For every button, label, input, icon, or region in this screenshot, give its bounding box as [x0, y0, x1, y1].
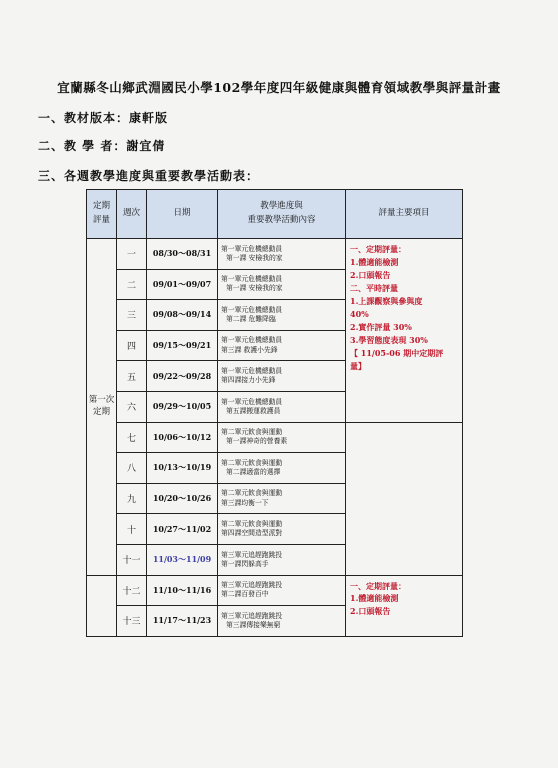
lesson-label: 第一課 安檢我的家: [226, 284, 283, 293]
header-eval: 評量主要項目: [346, 190, 463, 239]
week-cell: 六: [117, 391, 147, 422]
period-cell: [87, 239, 117, 576]
unit-label: 第三單元追趕跑跳投: [221, 581, 283, 590]
period-label-line1: 第一次: [88, 394, 115, 405]
week-cell: 十一: [117, 544, 147, 575]
activity-cell: [218, 239, 346, 270]
activity-cell: [218, 606, 346, 637]
lesson-label: 第一課 安檢我的家: [226, 253, 283, 262]
eval-item: 【 11/05-06 期中定期評: [350, 347, 444, 358]
activity-cell: [218, 483, 346, 514]
week-cell: 十二: [117, 575, 147, 606]
eval-item: 二、平時評量: [350, 282, 398, 293]
eval-item: 一、定期評量：: [350, 580, 406, 591]
lesson-label: 第五課搬運救護員: [226, 406, 281, 415]
activity-cell: [218, 300, 346, 331]
date-cell: 11/17～11/23: [147, 606, 218, 637]
week-cell: 七: [117, 422, 147, 453]
lesson-label: 第三課 救護小先鋒: [221, 345, 278, 354]
activity-cell: [218, 391, 346, 422]
section-teacher: 二、教 學 者：謝宜倩: [38, 139, 166, 153]
week-cell: 五: [117, 361, 147, 392]
table-row: [87, 239, 463, 270]
week-cell: 二: [117, 269, 147, 300]
unit-label: 第三單元追趕跑跳投: [221, 550, 283, 559]
lesson-label: 第三課傳接樂無窮: [226, 620, 281, 629]
unit-label: 第一單元危機總動員: [221, 305, 283, 314]
activity-cell: [218, 453, 346, 484]
lesson-label: 第四課接力小先鋒: [221, 376, 276, 385]
eval-item: 1.上課觀察與參與度: [350, 295, 423, 306]
period-cell-empty: [87, 575, 117, 636]
lesson-label: 第四課空間造型派對: [221, 529, 283, 538]
date-cell: 09/01～09/07: [147, 269, 218, 300]
week-cell: 十: [117, 514, 147, 545]
eval-item: 1.體適能檢測: [350, 593, 399, 604]
date-cell: 10/20～10/26: [147, 483, 218, 514]
section-schedule-heading: 三、各週教學進度與重要教學活動表：: [38, 169, 260, 183]
header-activity-line1: 教學進度與: [260, 201, 303, 212]
week-cell: 四: [117, 330, 147, 361]
week-cell: 一: [117, 239, 147, 270]
eval-item: 一、定期評量：: [350, 244, 406, 254]
date-cell: 09/22～09/28: [147, 361, 218, 392]
header-row: [87, 190, 463, 239]
activity-cell: [218, 575, 346, 606]
eval-item: 2.口頭報告: [350, 606, 391, 617]
activity-cell: [218, 269, 346, 300]
week-cell: 三: [117, 300, 147, 331]
lesson-label: 第一課閃躲高手: [221, 559, 269, 568]
header-period: [87, 190, 117, 239]
lesson-label: 第二課 危難降臨: [226, 314, 276, 323]
date-cell: 11/10～11/16: [147, 575, 218, 606]
unit-label: 第二單元飲食與運動: [221, 489, 283, 498]
date-cell: 09/08～09/14: [147, 300, 218, 331]
week-cell: 九: [117, 483, 147, 514]
page-title: 宜蘭縣冬山鄉武淵國民小學102學年度四年級健康與體育領域教學與評量計畫: [57, 80, 501, 95]
header-activity-line2: 重要教學活動內容: [247, 215, 316, 225]
period-label-line2: 定期: [92, 406, 110, 417]
eval-cell-period-2: [346, 575, 463, 636]
date-cell: 08/30～08/31: [147, 239, 218, 270]
activity-cell: [218, 422, 346, 453]
unit-label: 第一單元危機總動員: [221, 244, 283, 253]
unit-label: 第三單元追趕跑跳投: [221, 611, 283, 620]
schedule-table: [86, 189, 463, 637]
lesson-label: 第二課百發百中: [221, 590, 269, 599]
date-cell-highlighted: 11/03～11/09: [147, 544, 218, 575]
table-row: [87, 575, 463, 606]
date-cell: 10/27～11/02: [147, 514, 218, 545]
header-week: 週次: [117, 190, 147, 239]
eval-item: 3.學習態度表現 30%: [350, 334, 428, 345]
eval-cell-period-1: [346, 239, 463, 423]
header-period-line2: 評量: [92, 215, 110, 225]
unit-label: 第一單元危機總動員: [221, 275, 283, 284]
unit-label: 第二單元飲食與運動: [221, 519, 283, 528]
unit-label: 第二單元飲食與運動: [221, 428, 283, 437]
header-date: 日期: [147, 190, 218, 239]
unit-label: 第二單元飲食與運動: [221, 458, 283, 467]
section-textbook-version: 一、教材版本：康軒版: [38, 111, 169, 125]
activity-cell: [218, 514, 346, 545]
lesson-label: 第二課適當的選擇: [226, 467, 281, 476]
eval-item: 量】: [350, 360, 366, 371]
activity-cell: [218, 361, 346, 392]
date-cell: 10/06～10/12: [147, 422, 218, 453]
header-activity: [218, 190, 346, 239]
week-cell: 十三: [117, 606, 147, 637]
date-cell: 10/13～10/19: [147, 453, 218, 484]
date-cell: 09/29～10/05: [147, 391, 218, 422]
lesson-label: 第一課神奇的營養素: [226, 437, 288, 446]
lesson-label: 第三課均衡一下: [221, 498, 269, 507]
eval-cell-empty: [346, 422, 463, 575]
eval-item: 2.口頭報告: [350, 269, 391, 280]
unit-label: 第一單元危機總動員: [221, 336, 283, 345]
date-cell: 09/15～09/21: [147, 330, 218, 361]
activity-cell: [218, 544, 346, 575]
week-cell: 八: [117, 453, 147, 484]
unit-label: 第一單元危機總動員: [221, 397, 283, 406]
eval-item: 40%: [350, 308, 369, 319]
activity-cell: [218, 330, 346, 361]
unit-label: 第一單元危機總動員: [221, 367, 283, 375]
eval-item: 2.實作評量 30%: [350, 321, 412, 332]
table-row: [87, 422, 463, 453]
header-period-line1: 定期: [92, 201, 110, 212]
eval-item: 1.體適能檢測: [350, 256, 399, 267]
